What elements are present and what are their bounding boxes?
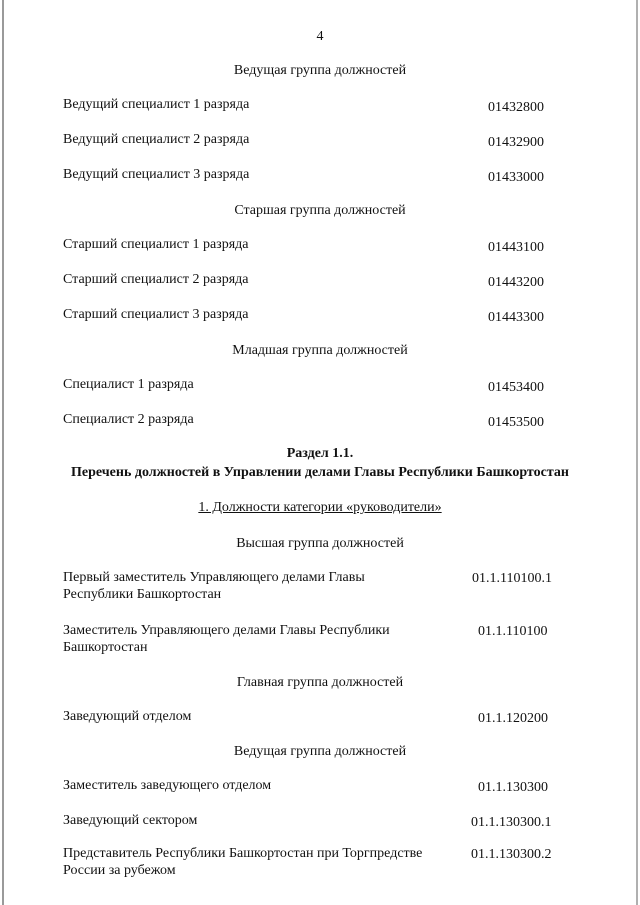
position-code: 01433000 bbox=[488, 170, 544, 185]
group-heading: Младшая группа должностей bbox=[232, 343, 408, 358]
position-code: 01.1.110100.1 bbox=[472, 571, 552, 586]
group-heading: Старшая группа должностей bbox=[234, 203, 406, 218]
position-title: Заместитель Управляющего делами Главы Республики Башкортостан bbox=[63, 623, 390, 655]
position-code: 01453400 bbox=[488, 380, 544, 395]
position-code: 01443100 bbox=[488, 240, 544, 255]
position-code: 01432800 bbox=[488, 100, 544, 115]
position-code: 01432900 bbox=[488, 135, 544, 150]
group-heading: Главная группа должностей bbox=[236, 675, 404, 690]
position-title: Специалист 1 разряда bbox=[63, 377, 194, 392]
page-number: 4 bbox=[316, 29, 324, 44]
section-category bbox=[0, 500, 640, 516]
position-code: 01443200 bbox=[488, 275, 544, 290]
position-title: Специалист 2 разряда bbox=[63, 412, 194, 427]
position-code: 01443300 bbox=[488, 310, 544, 325]
position-code: 01.1.130300.1 bbox=[471, 815, 552, 830]
section-subtitle: Перечень должностей в Управлении делами Главы Республики Башкортостан bbox=[71, 465, 569, 480]
position-title: Ведущий специалист 3 разряда bbox=[63, 167, 250, 182]
position-title: Ведущий специалист 2 разряда bbox=[63, 132, 250, 147]
position-title: Старший специалист 3 разряда bbox=[63, 307, 249, 322]
position-title: Заведующий отделом bbox=[63, 709, 192, 724]
position-title: Первый заместитель Управляющего делами Главы Республики Башкортостан bbox=[63, 570, 365, 602]
group-heading: Ведущая группа должностей bbox=[233, 63, 407, 78]
section-title: Раздел 1.1. bbox=[286, 446, 354, 461]
position-title: Ведущий специалист 1 разряда bbox=[63, 97, 250, 112]
position-code: 01.1.130300 bbox=[478, 780, 548, 795]
position-code: 01.1.130300.2 bbox=[471, 847, 552, 862]
position-code: 01.1.110100 bbox=[478, 624, 548, 639]
position-title: Заведующий сектором bbox=[63, 813, 198, 828]
position-title: Заместитель заведующего отделом bbox=[63, 778, 272, 793]
position-title: Представитель Республики Башкортостан при Торгпредстве России за рубежом bbox=[63, 846, 423, 878]
category-heading: 1. Должности категории «руководители» bbox=[198, 500, 442, 515]
group-heading: Высшая группа должностей bbox=[236, 536, 404, 551]
position-code: 01453500 bbox=[488, 415, 544, 430]
position-code: 01.1.120200 bbox=[478, 711, 548, 726]
position-title: Старший специалист 2 разряда bbox=[63, 272, 249, 287]
group-heading: Ведущая группа должностей bbox=[233, 744, 407, 759]
position-title: Старший специалист 1 разряда bbox=[63, 237, 249, 252]
